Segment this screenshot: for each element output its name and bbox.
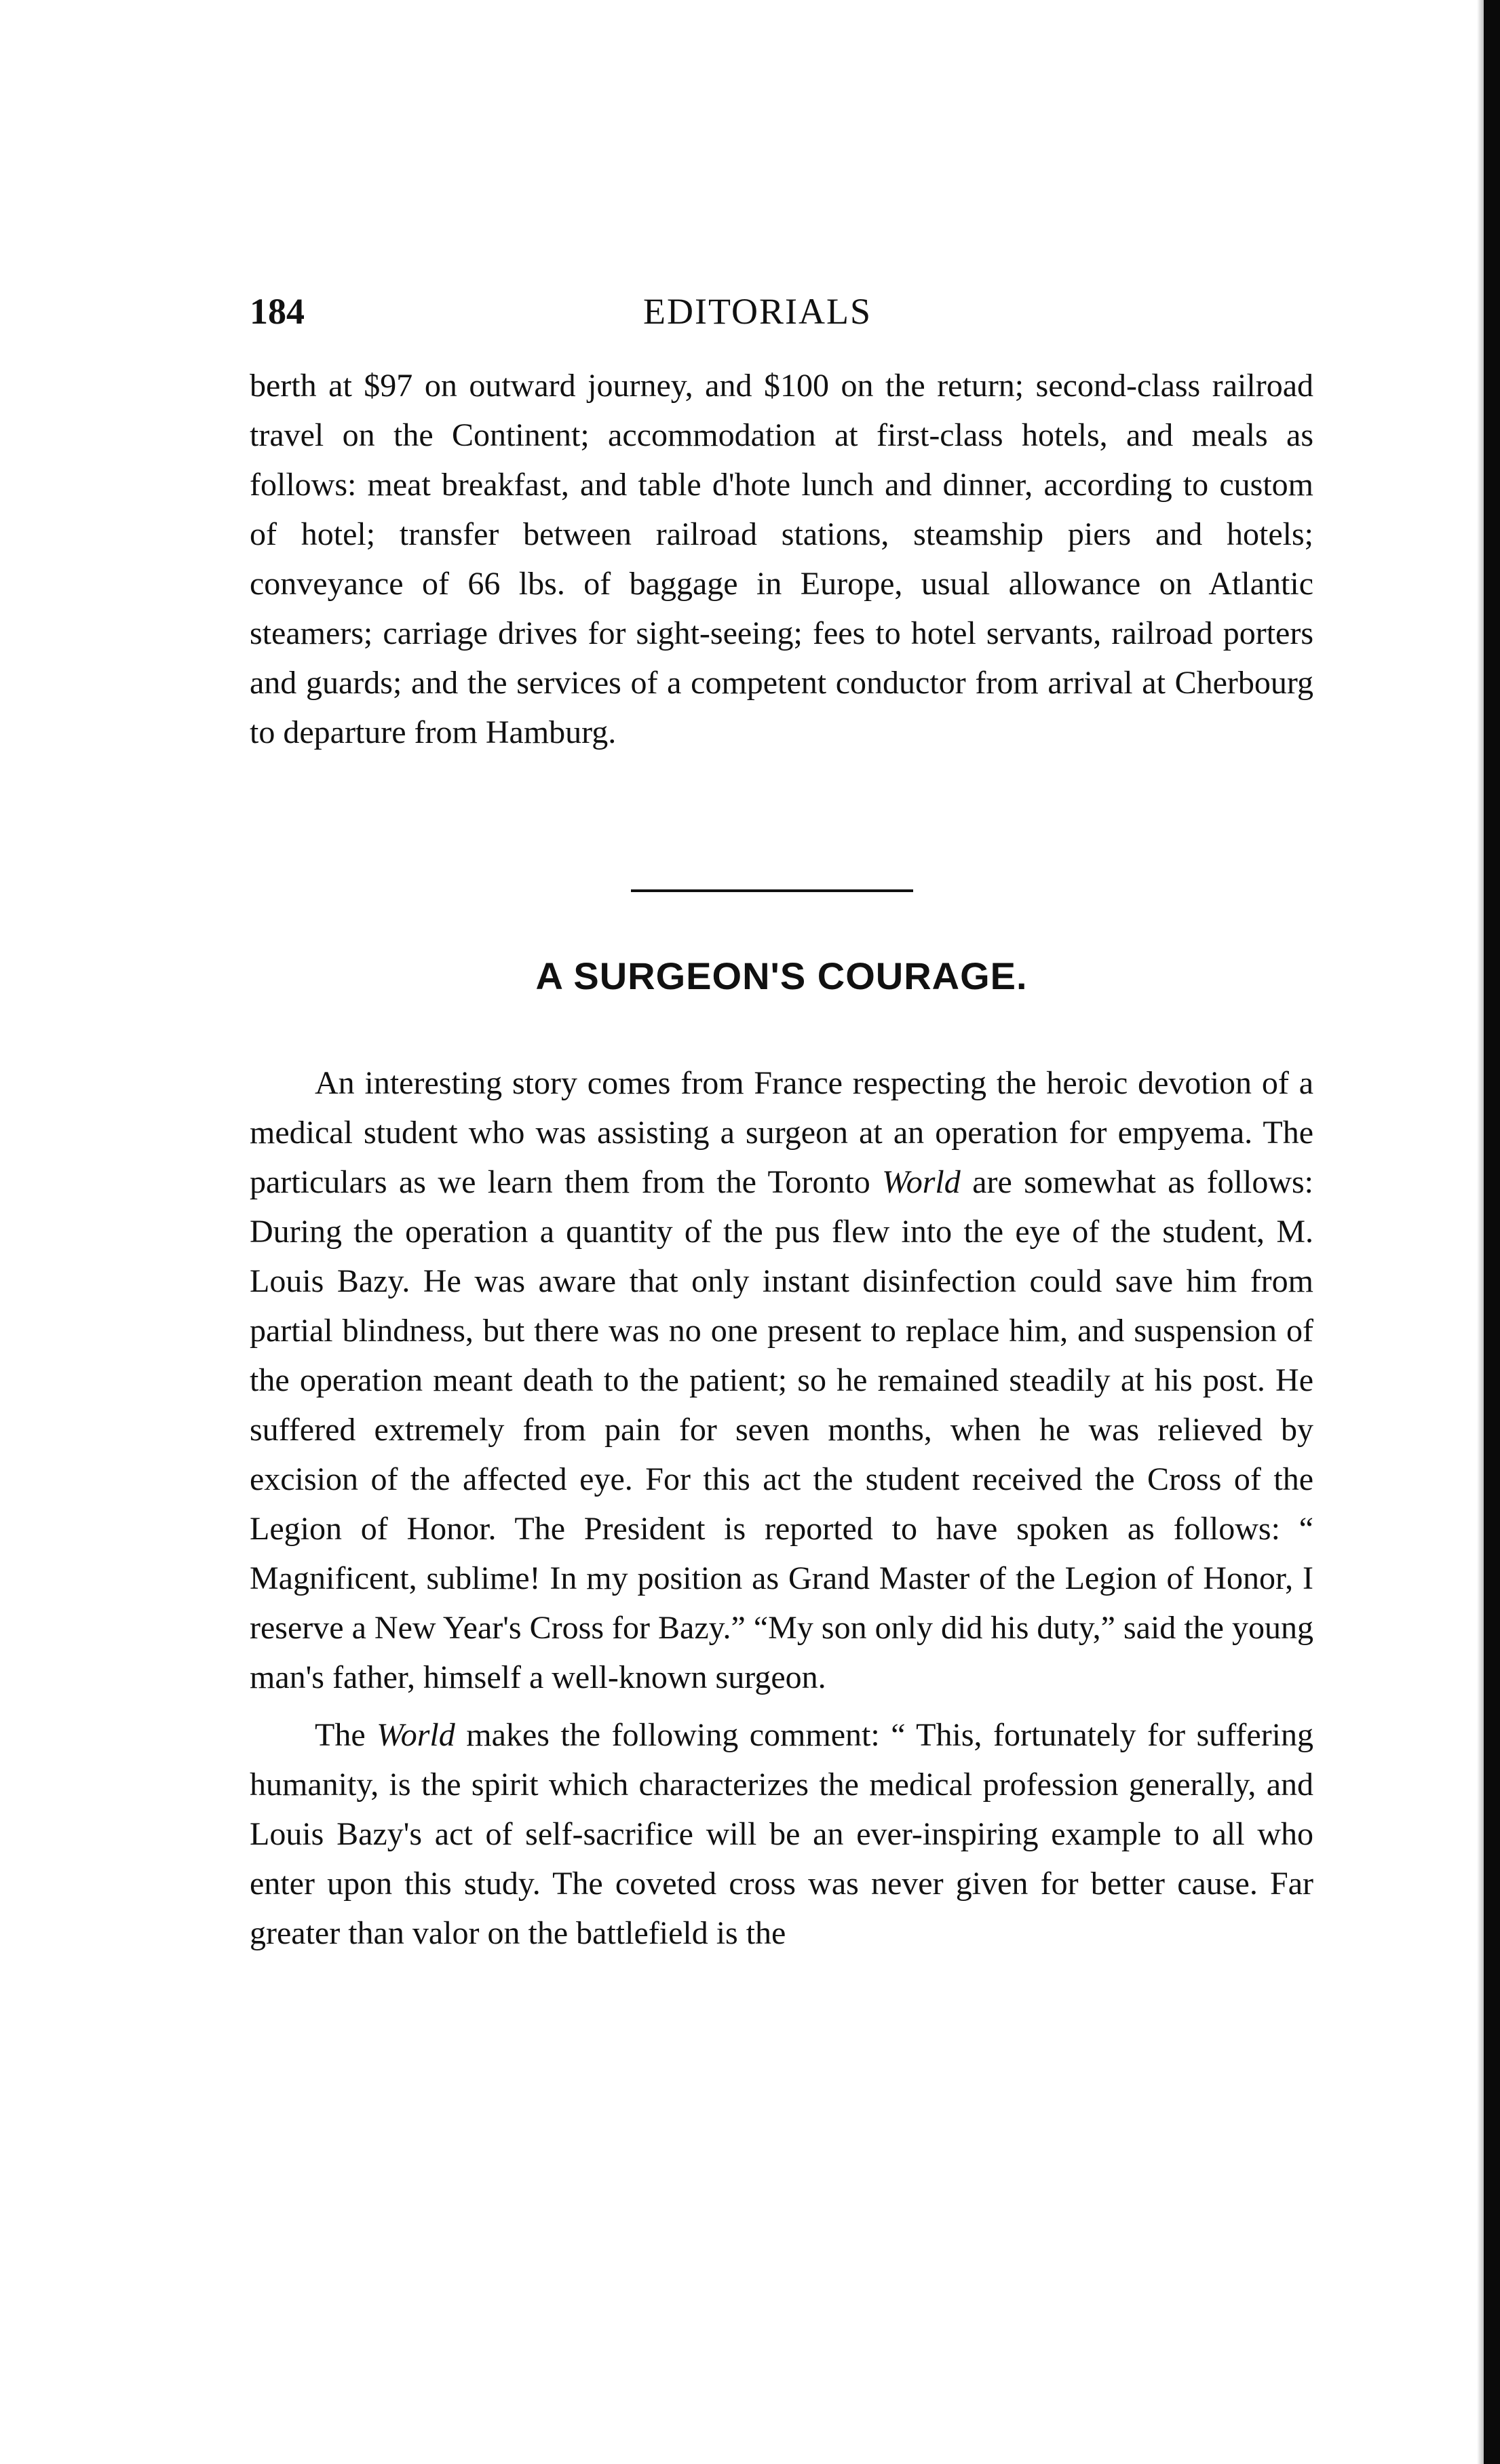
article-title: A SURGEON'S COURAGE.: [535, 955, 1028, 997]
paragraph-text: An interesting story comes from France respecting the heroic devotion of a medical student who was assisting a surgeon at an operation for empyema. The particulars as we learn them from the Toronto: [250, 1065, 1313, 1200]
article-body: [250, 1058, 1313, 1958]
paragraph-text: are somewhat as follows: During the operation a quantity of the pus flew into the eye of the student, M. Louis Bazy. He was aware that only instant disinfection could save him from partial blindness, but there was no one present to replace him, and suspension of the operation meant death to the patient; so he remained steadily at his post. He suffered extremely from pain for seven months, when he was relieved by excision of the affected eye. For this act the student received the Cross of the Legion of Honor. The President is reported to have spoken as follows: “ Magnificent, sublime! In my position as Grand Master of the Legion of Honor, I reserve a New Year's Cross for Bazy.” “My son only did his duty,” said the young man's father, himself a well-known surgeon.: [250, 1164, 1313, 1695]
paragraph-text: The: [315, 1717, 377, 1753]
page-number: 184: [250, 291, 305, 332]
scan-edge: [1484, 0, 1500, 2464]
italic-text: World: [377, 1717, 455, 1753]
italic-text: World: [882, 1164, 961, 1200]
page-header: [250, 288, 1308, 335]
article-paragraph: [250, 1710, 1313, 1958]
running-head: EDITORIALS: [643, 291, 872, 332]
paragraph-text: makes the following comment: “ This, fortunately for suffering humanity, is the spirit which characterizes the medical profession generally, and Louis Bazy's act of self-sacrifice will be an ever-inspiring example to all who enter upon this study. The coveted cross was never given for better cause. Far greater than valor on the battlefield is the: [250, 1717, 1314, 1951]
article-paragraph: [250, 1058, 1313, 1702]
scan-edge-shadow: [1477, 0, 1484, 2464]
continuation-paragraph: berth at $97 on outward journey, and $100 on the return; second-class railroad travel on the Continent; accommodation at first-class hotels, and meals as follows: meat breakfast, and table d'hote lunch and dinner, according to custom of hotel; transfer between railroad stations, steamship piers and hotels; conveyance of 66 lbs. of baggage in Europe, usual allowance on Atlantic steamers; carriage drives for sight-seeing; fees to hotel servants, railroad porters and guards; and the services of a competent conductor from arrival at Cherbourg to departure from Hamburg.: [250, 368, 1313, 750]
section-divider: [631, 889, 913, 892]
